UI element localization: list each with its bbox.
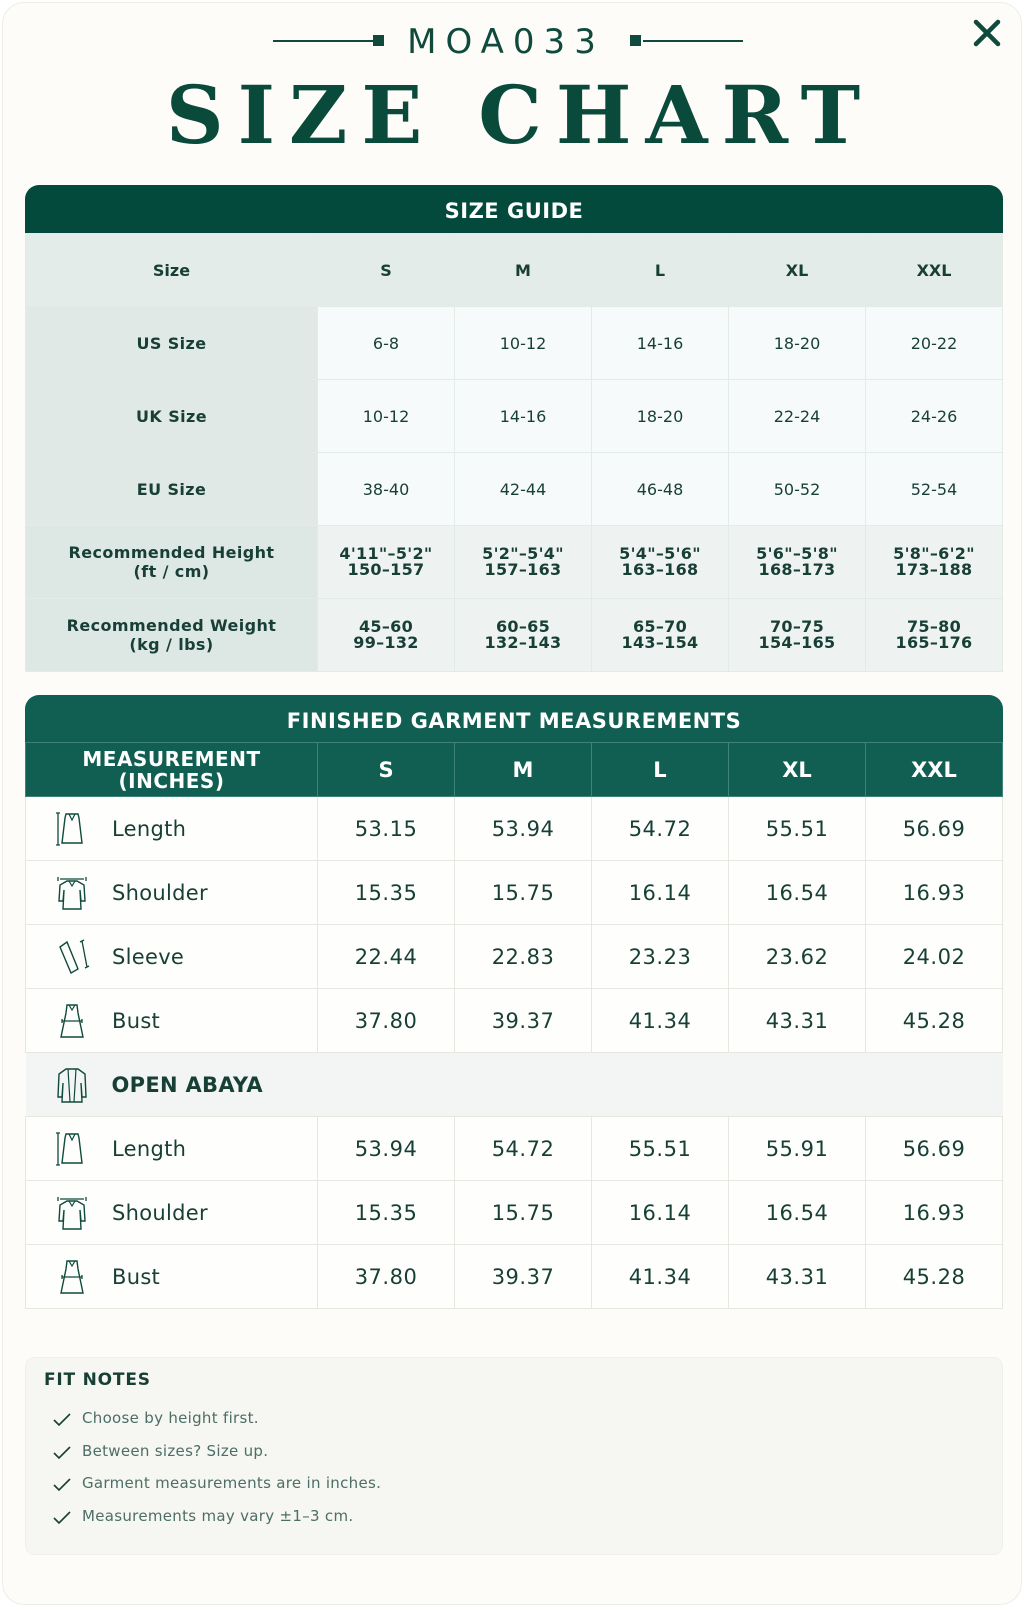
- cell-value-line: 5'2"–5'4": [482, 544, 564, 563]
- shoulder-icon: [54, 873, 90, 913]
- cell-value-line: 165–176: [895, 633, 973, 652]
- measurement-row: [26, 1245, 1003, 1309]
- fit-note-text: Measurements may vary ±1–3 cm.: [82, 1506, 354, 1525]
- row-label-line: US Size: [136, 333, 207, 353]
- measurement-value: 54.72: [455, 1117, 592, 1181]
- size-guide-cell: [866, 599, 1003, 672]
- size-guide-cell: [729, 599, 866, 672]
- cell-value-line: 5'8"–6'2": [893, 544, 975, 563]
- size-guide-row: [26, 526, 1003, 599]
- measurement-value: 24.02: [866, 925, 1003, 989]
- size-header-xl: XL: [729, 234, 866, 307]
- size-guide-cell: [455, 307, 592, 380]
- row-label-line: UK Size: [136, 406, 207, 426]
- size-header-xxl: XXL: [866, 234, 1003, 307]
- size-guide-cell: [455, 380, 592, 453]
- measurement-value: 23.23: [592, 925, 729, 989]
- open-abaya-icon: [54, 1065, 90, 1105]
- cell-value-line: 10-12: [362, 406, 410, 426]
- measurement-value: 55.51: [592, 1117, 729, 1181]
- size-guide-heading: SIZE GUIDE: [25, 185, 1003, 233]
- cell-value-line: 60–65: [495, 617, 551, 636]
- size-guide-cell: [455, 526, 592, 599]
- measurement-value: 16.14: [592, 1181, 729, 1245]
- divider-line: [643, 40, 743, 42]
- cell-value-line: 14-16: [636, 333, 684, 353]
- measurement-row: [26, 1117, 1003, 1181]
- size-guide-cell: [866, 526, 1003, 599]
- open-abaya-subheader: [26, 1053, 1003, 1117]
- cell-value-line: 157–163: [484, 560, 562, 579]
- measurement-value: 45.28: [866, 1245, 1003, 1309]
- cell-value-line: 18-20: [636, 406, 684, 426]
- measurement-row: [26, 989, 1003, 1053]
- measurement-value: 56.69: [866, 1117, 1003, 1181]
- size-guide-cell: [455, 599, 592, 672]
- measurement-column-header: [26, 743, 318, 797]
- measurement-label: [26, 989, 318, 1053]
- garment-size-header-xxl: XXL: [866, 743, 1003, 797]
- size-guide-row: [26, 307, 1003, 380]
- size-guide-row-label: [26, 526, 318, 599]
- cell-value-line: 150–157: [347, 560, 425, 579]
- size-guide-section: [25, 185, 1003, 672]
- measurement-row: [26, 1181, 1003, 1245]
- measurement-label: [26, 797, 318, 861]
- fit-notes-heading: FIT NOTES: [44, 1370, 151, 1390]
- cell-value-line: 45–60: [358, 617, 414, 636]
- measurement-value: 54.72: [592, 797, 729, 861]
- measurement-label-text: Shoulder: [112, 1200, 208, 1225]
- measurement-value: 45.28: [866, 989, 1003, 1053]
- row-label-line: (ft / cm): [133, 562, 210, 581]
- cell-value-line: 99–132: [353, 633, 419, 652]
- size-guide-row-label: [26, 380, 318, 453]
- size-guide-cell: [592, 599, 729, 672]
- fit-note-text: Choose by height first.: [82, 1409, 259, 1427]
- size-guide-cell: [592, 453, 729, 526]
- fit-note-text: Between sizes? Size up.: [82, 1441, 269, 1460]
- garment-size-header-m: M: [455, 743, 592, 797]
- measurement-value: 16.14: [592, 861, 729, 925]
- measurement-value: 39.37: [455, 989, 592, 1053]
- cell-value-line: 22-24: [773, 406, 821, 426]
- measurement-label-text: Length: [112, 816, 187, 841]
- measurement-label-text: Length: [112, 1136, 187, 1161]
- product-code: MOA033: [407, 22, 605, 62]
- garment-size-header-s: S: [318, 743, 455, 797]
- cell-value-line: 6-8: [372, 333, 400, 353]
- cell-value-line: 5'6"–5'8": [756, 544, 838, 563]
- measurement-label-text: Bust: [112, 1008, 161, 1033]
- size-guide-cell: [866, 380, 1003, 453]
- subsection-label: [26, 1053, 1003, 1117]
- cell-value-line: 163–168: [621, 560, 699, 579]
- cell-value-line: 173–188: [895, 560, 973, 579]
- size-guide-row-label: [26, 453, 318, 526]
- size-guide-cell: [866, 307, 1003, 380]
- cell-value-line: 4'11"–5'2": [339, 544, 433, 563]
- size-guide-cell: [592, 307, 729, 380]
- size-guide-row: [26, 599, 1003, 672]
- cell-value-line: 70–75: [769, 617, 825, 636]
- cell-value-line: 18-20: [773, 333, 821, 353]
- cell-value-line: 75–80: [906, 617, 962, 636]
- product-code-row: [3, 21, 1023, 65]
- measurement-header-line: MEASUREMENT: [82, 746, 261, 771]
- measurement-value: 15.75: [455, 861, 592, 925]
- garment-measurements-table: [25, 742, 1003, 1309]
- bust-icon: [54, 1257, 90, 1297]
- page-title: SIZE CHART: [165, 68, 875, 162]
- divider-dot: [630, 35, 641, 46]
- length-icon: [54, 1129, 90, 1169]
- row-label-line: Recommended Weight: [66, 616, 277, 635]
- measurement-label: [26, 1245, 318, 1309]
- measurement-value: 16.54: [729, 861, 866, 925]
- measurement-value: 53.94: [318, 1117, 455, 1181]
- check-icon: [52, 1510, 72, 1526]
- row-label-line: Recommended Height: [68, 543, 275, 562]
- cell-value-line: 168–173: [758, 560, 836, 579]
- check-icon: [52, 1477, 72, 1493]
- cell-value-line: 14-16: [499, 406, 547, 426]
- garment-measurements-heading: FINISHED GARMENT MEASUREMENTS: [25, 695, 1003, 742]
- cell-value-line: 5'4"–5'6": [619, 544, 701, 563]
- measurement-row: [26, 925, 1003, 989]
- size-guide-header-row: [26, 234, 1003, 307]
- size-guide-cell: [729, 307, 866, 380]
- measurement-value: 53.15: [318, 797, 455, 861]
- cell-value-line: 154–165: [758, 633, 836, 652]
- size-guide-cell: [592, 380, 729, 453]
- measurement-value: 39.37: [455, 1245, 592, 1309]
- cell-value-line: 10-12: [499, 333, 547, 353]
- measurement-header-unit: (INCHES): [118, 768, 225, 793]
- size-guide-cell: [729, 453, 866, 526]
- size-guide-row: [26, 453, 1003, 526]
- garment-header-row: [26, 743, 1003, 797]
- size-header-m: M: [455, 234, 592, 307]
- size-guide-cell: [318, 307, 455, 380]
- measurement-value: 16.54: [729, 1181, 866, 1245]
- measurement-value: 43.31: [729, 989, 866, 1053]
- cell-value-line: 132–143: [484, 633, 562, 652]
- size-guide-cell: [318, 380, 455, 453]
- size-guide-row-label: [26, 307, 318, 380]
- measurement-label: [26, 1181, 318, 1245]
- cell-value-line: 65–70: [632, 617, 688, 636]
- measurement-label-text: Bust: [112, 1264, 161, 1289]
- length-icon: [54, 809, 90, 849]
- cell-value-line: 143–154: [621, 633, 699, 652]
- measurement-value: 37.80: [318, 989, 455, 1053]
- divider-line: [273, 40, 373, 42]
- measurement-row: [26, 861, 1003, 925]
- check-icon: [52, 1412, 72, 1428]
- size-guide-cell: [318, 526, 455, 599]
- measurement-value: 22.83: [455, 925, 592, 989]
- size-guide-cell: [729, 380, 866, 453]
- garment-measurements-section: [25, 695, 1003, 1309]
- size-guide-cell: [318, 453, 455, 526]
- check-icon: [52, 1445, 72, 1461]
- measurement-value: 15.75: [455, 1181, 592, 1245]
- cell-value-line: 38-40: [362, 479, 410, 499]
- row-label-line: EU Size: [136, 479, 207, 499]
- size-corner-header: Size: [26, 234, 318, 307]
- size-guide-cell: [318, 599, 455, 672]
- measurement-label: [26, 1117, 318, 1181]
- size-chart-page: [2, 2, 1022, 1605]
- sleeve-icon: [54, 937, 90, 977]
- fit-notes-panel: [25, 1357, 1003, 1555]
- cell-value-line: 46-48: [636, 479, 684, 499]
- size-guide-cell: [592, 526, 729, 599]
- chart-header: [3, 21, 1023, 161]
- size-header-s: S: [318, 234, 455, 307]
- measurement-value: 56.69: [866, 797, 1003, 861]
- measurement-label: [26, 861, 318, 925]
- cell-value-line: 50-52: [773, 479, 821, 499]
- measurement-value: 15.35: [318, 1181, 455, 1245]
- cell-value-line: 52-54: [910, 479, 958, 499]
- cell-value-line: 42-44: [499, 479, 547, 499]
- measurement-value: 37.80: [318, 1245, 455, 1309]
- measurement-row: [26, 797, 1003, 861]
- shoulder-icon: [54, 1193, 90, 1233]
- measurement-value: 23.62: [729, 925, 866, 989]
- cell-value-line: 20-22: [910, 333, 958, 353]
- measurement-label-text: Sleeve: [112, 944, 185, 969]
- size-guide-cell: [729, 526, 866, 599]
- size-guide-cell: [455, 453, 592, 526]
- measurement-value: 22.44: [318, 925, 455, 989]
- size-guide-cell: [866, 453, 1003, 526]
- garment-size-header-xl: XL: [729, 743, 866, 797]
- measurement-value: 16.93: [866, 1181, 1003, 1245]
- measurement-label: [26, 925, 318, 989]
- garment-size-header-l: L: [592, 743, 729, 797]
- fit-note-text: Garment measurements are in inches.: [82, 1474, 382, 1492]
- cell-value-line: 24-26: [910, 406, 958, 426]
- size-guide-row-label: [26, 599, 318, 672]
- measurement-value: 53.94: [455, 797, 592, 861]
- measurement-value: 15.35: [318, 861, 455, 925]
- measurement-value: 41.34: [592, 1245, 729, 1309]
- measurement-value: 16.93: [866, 861, 1003, 925]
- measurement-value: 55.51: [729, 797, 866, 861]
- row-label-line: (kg / lbs): [129, 635, 214, 654]
- measurement-value: 41.34: [592, 989, 729, 1053]
- bust-icon: [54, 1001, 90, 1041]
- size-guide-table: [25, 233, 1003, 672]
- measurement-value: 55.91: [729, 1117, 866, 1181]
- subsection-label-text: OPEN ABAYA: [111, 1072, 263, 1097]
- measurement-label-text: Shoulder: [112, 880, 208, 905]
- size-header-l: L: [592, 234, 729, 307]
- measurement-value: 43.31: [729, 1245, 866, 1309]
- size-guide-row: [26, 380, 1003, 453]
